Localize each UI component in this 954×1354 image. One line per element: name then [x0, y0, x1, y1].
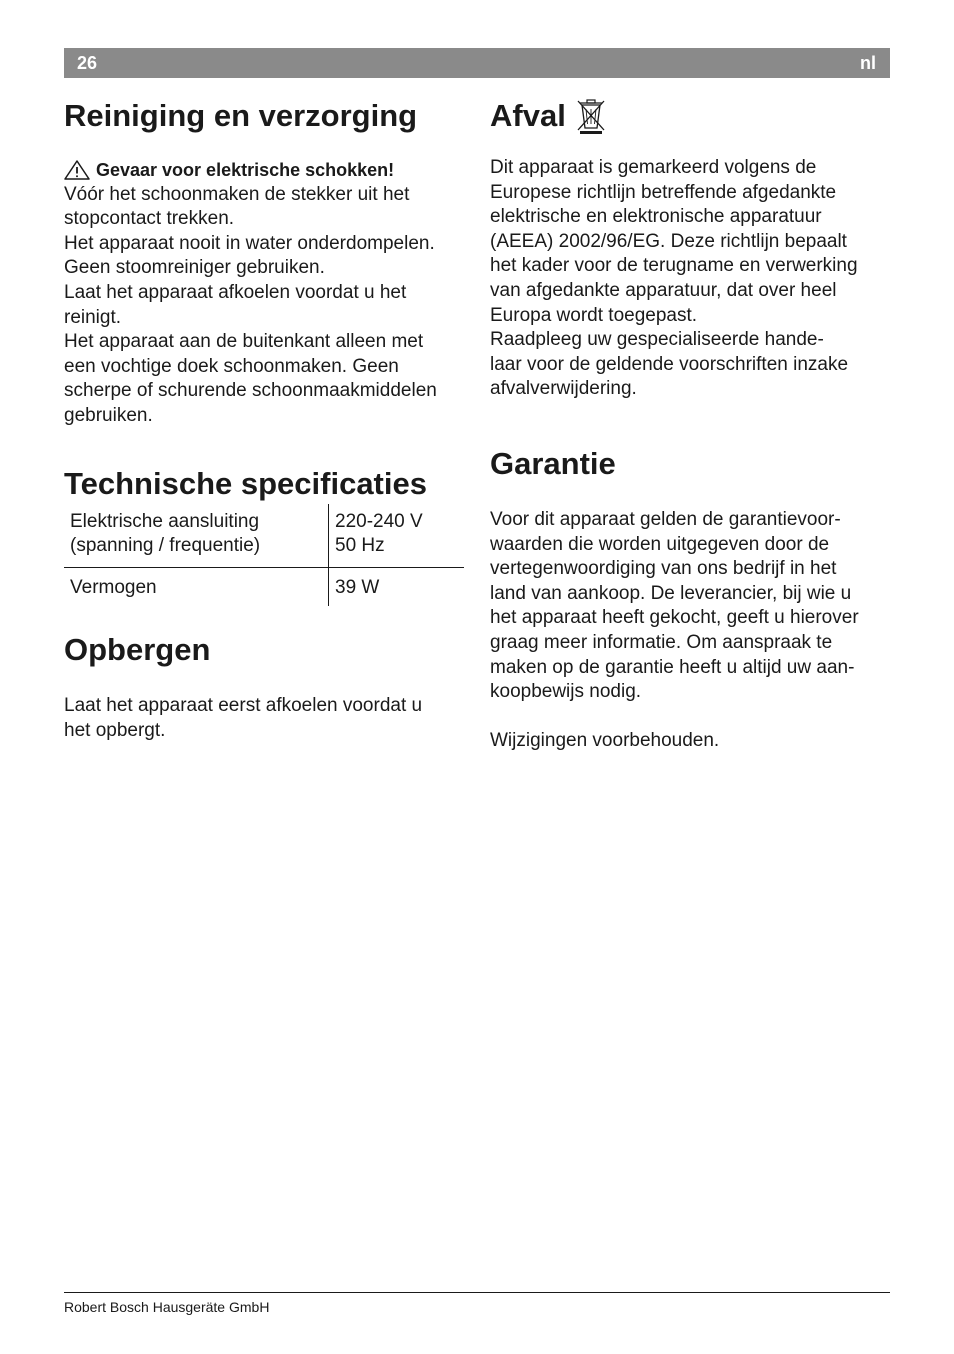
page-header-bar [64, 48, 890, 78]
spec-key [64, 567, 329, 606]
storage-line: het opbergt. [64, 719, 166, 741]
warranty-line: graag meer informatie. Om aanspraak te [490, 631, 833, 653]
storage-body [64, 694, 464, 743]
warranty-line: Voor dit apparaat gelden de garantievoor- [490, 508, 841, 530]
waste-line: het kader voor de terugname en verwerking [490, 255, 858, 277]
spec-value-line: 39 W [335, 576, 380, 598]
warranty-line: koopbewijs nodig. [490, 681, 642, 703]
spec-key-line: (spanning / frequentie) [70, 535, 261, 557]
waste-line: Raadpleeg uw gespecialiseerde hande- [490, 329, 824, 351]
cleaning-line: een vochtige doek schoonmaken. Geen [64, 355, 399, 377]
warranty-title: Garantie [490, 445, 616, 481]
page-number: 26 [77, 53, 98, 73]
waste-title: Afval [490, 98, 566, 133]
warranty-body [490, 508, 890, 705]
cleaning-line: scherpe of schurende schoonmaakmiddelen [64, 380, 437, 402]
cleaning-line: reinigt. [64, 306, 122, 328]
warranty-line: land van aankoop. De leverancier, bij wie u [490, 582, 852, 604]
cleaning-line: Het apparaat nooit in water onderdompelen. [64, 232, 435, 254]
cleaning-line: Vóór het schoonmaken de stekker uit het [64, 183, 410, 205]
cleaning-body [64, 183, 464, 429]
cleaning-line: Geen stoomreiniger gebruiken. [64, 257, 325, 279]
storage-title: Opbergen [64, 632, 211, 668]
spec-key [64, 504, 329, 568]
specs-title: Technische specificaties [64, 465, 427, 501]
waste-heading [490, 96, 890, 136]
warning-text: Gevaar voor elektrische schokken! [96, 160, 395, 180]
cleaning-line: stopcontact trekken. [64, 208, 235, 230]
spec-value-line: 50 Hz [335, 535, 385, 557]
shock-warning [64, 158, 464, 183]
specs-table [64, 504, 464, 607]
cleaning-line: Laat het apparaat afkoelen voordat u het [64, 281, 407, 303]
table-row [64, 567, 464, 606]
waste-line: van afgedankte apparatuur, dat over heel [490, 279, 837, 301]
spec-value [329, 504, 465, 568]
crossed-bin-icon [574, 96, 608, 136]
storage-line: Laat het apparaat eerst afkoelen voordat u [64, 695, 423, 717]
changes-note: Wijzigingen voorbehouden. [490, 730, 720, 752]
warning-triangle-icon [64, 160, 90, 180]
waste-line: elektrische en elektronische apparatuur [490, 206, 822, 228]
warranty-line: maken op de garantie heeft u altijd uw aan- [490, 656, 855, 678]
warranty-line: het apparaat heeft gekocht, geeft u hierover [490, 607, 859, 629]
footer-company: Robert Bosch Hausgeräte GmbH [64, 1299, 270, 1315]
language-code: nl [860, 53, 876, 73]
table-row [64, 504, 464, 568]
waste-line: (AEEA) 2002/96/EG. Deze richtlijn bepaalt [490, 230, 847, 252]
warranty-line: waarden die worden uitgegeven door de [490, 533, 830, 555]
spec-value-line: 220-240 V [335, 510, 423, 532]
cleaning-line: gebruiken. [64, 404, 153, 426]
spec-key-line: Vermogen [70, 576, 157, 598]
waste-body [490, 156, 890, 402]
waste-line: laar voor de geldende voorschriften inzake [490, 353, 849, 375]
cleaning-title: Reiniging en verzorging [64, 98, 418, 133]
cleaning-line: Het apparaat aan de buitenkant alleen met [64, 331, 424, 353]
waste-line: afvalverwijdering. [490, 378, 637, 400]
waste-line: Europese richtlijn betreffende afgedankte [490, 181, 837, 203]
spec-key-line: Elektrische aansluiting [70, 510, 260, 532]
waste-line: Europa wordt toegepast. [490, 304, 698, 326]
right-column [490, 96, 890, 754]
footer-divider [64, 1292, 890, 1293]
left-column [64, 96, 464, 744]
waste-line: Dit apparaat is gemarkeerd volgens de [490, 157, 817, 178]
warranty-line: vertegenwoordiging van ons bedrijf in het [490, 558, 837, 580]
spec-value [329, 567, 465, 606]
